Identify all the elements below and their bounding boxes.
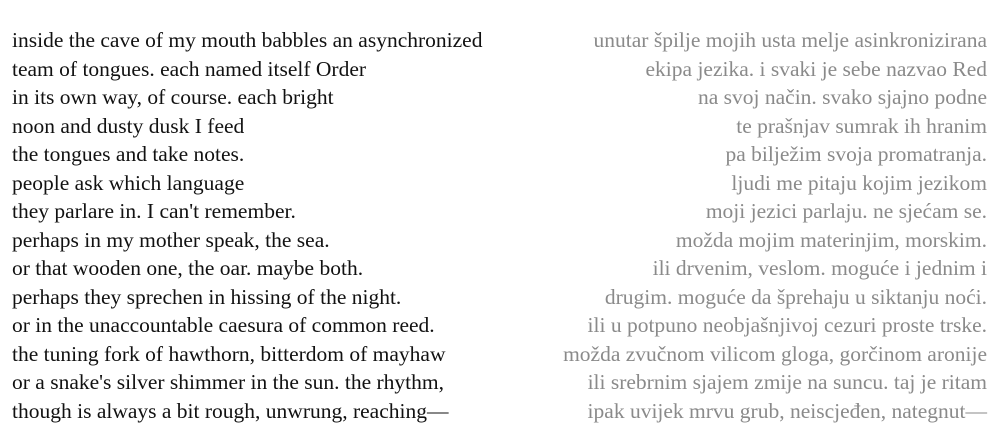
english-verse: in its own way, of course. each bright — [12, 85, 334, 109]
croatian-verse: ekipa jezika. i svaki je sebe nazvao Red — [645, 56, 987, 81]
english-verse: perhaps they sprechen in hissing of the night. — [12, 284, 402, 309]
poem-line — [0, 169, 1001, 198]
croatian-verse: ili drvenim, veslom. moguće i jednim i — [652, 256, 987, 280]
croatian-verse: pa bilježim svoja promatranja. — [725, 142, 987, 166]
english-verse: they parlare in. I can't remember. — [12, 199, 296, 223]
poem-line — [0, 197, 1001, 226]
poem-line — [0, 26, 1001, 55]
english-verse: inside the cave of my mouth babbles an asynchronized — [12, 28, 483, 52]
poem-line — [0, 397, 1001, 426]
english-verse: or a snake's silver shimmer in the sun. the rhythm, — [12, 370, 445, 394]
croatian-verse: te prašnjav sumrak ih hranim — [736, 113, 987, 138]
poem-line — [0, 83, 1001, 112]
english-verse: though is always a bit rough, unwrung, reaching— — [12, 398, 449, 423]
croatian-verse: ipak uvijek mrvu grub, neiscjeđen, nategnut— — [587, 398, 987, 423]
english-verse: or that wooden one, the oar. maybe both. — [12, 256, 364, 280]
english-verse: the tuning fork of hawthorn, bitterdom of mayhaw — [12, 341, 446, 366]
poem-line — [0, 226, 1001, 255]
poem-line — [0, 112, 1001, 141]
english-verse: noon and dusty dusk I feed — [12, 113, 245, 138]
croatian-verse: na svoj način. svako sjajno podne — [697, 85, 987, 109]
croatian-verse: drugim. moguće da šprehaju u siktanju noći. — [604, 284, 987, 309]
poem-line — [0, 254, 1001, 283]
croatian-verse: moji jezici parlaju. ne sjećam se. — [705, 199, 987, 223]
poem-line — [0, 55, 1001, 84]
croatian-verse: unutar špilje mojih usta melje asinkronizirana — [593, 28, 987, 52]
english-verse: perhaps in my mother speak, the sea. — [12, 227, 330, 252]
croatian-verse: možda zvučnom vilicom gloga, gorčinom aronije — [563, 341, 987, 366]
english-verse: or in the unaccountable caesura of common reed. — [12, 313, 435, 337]
poem-line — [0, 140, 1001, 169]
poem-line — [0, 283, 1001, 312]
english-verse: people ask which language — [12, 170, 245, 195]
english-verse: the tongues and take notes. — [12, 142, 245, 166]
poem-line — [0, 340, 1001, 369]
english-verse: team of tongues. each named itself Order — [12, 56, 367, 81]
poem-line — [0, 368, 1001, 397]
croatian-verse: ili srebrnim sjajem zmije na suncu. taj je ritam — [587, 370, 987, 394]
bilingual-poem — [0, 26, 1001, 425]
poem-line — [0, 311, 1001, 340]
croatian-verse: možda mojim materinjim, morskim. — [675, 227, 987, 252]
croatian-verse: ili u potpuno neobjašnjivoj cezuri proste trske. — [587, 313, 987, 337]
croatian-verse: ljudi me pitaju kojim jezikom — [731, 170, 987, 195]
